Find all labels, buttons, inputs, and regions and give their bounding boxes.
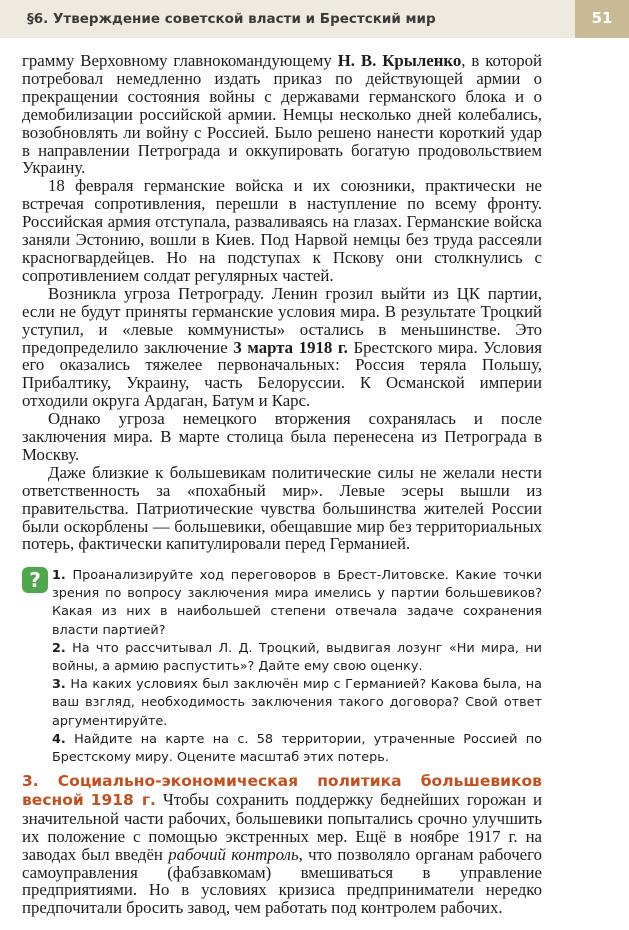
section-paragraph: 3. Социально-экономическая политика большевиков весной 1918 г. Чтобы сохранить поддержку беднейших горожан и значительной части рабочих, большевики попытались срочно улучшить их положение с помощью экстренных мер. Ещё в ноябре 1917 г. на заводах был введён рабочий контроль, что позволяло органам рабочего самоуправления (фабзавкомам) вмешиваться в управление предприятиями. Но в условиях кризиса предприниматели нередко предпочитали бросить завод, чем работать под контролем рабочих. [22, 772, 543, 918]
paragraph-3: Возникла угроза Петрограду. Ленин грозил выйти из ЦК партии, если не будут приняты германские условия мира. В результате Троцкий уступил, и «левые коммунисты» остались в меньшинстве. Это предопределило заключение 3 марта 1918 г. Брестского мира. Условия его оказались тяжелее первоначальных: Россия теряла Польшу, Прибалтику, Украину, часть Белоруссии. К Османской империи отходили округа Ардаган, Батум и Карс. [22, 283, 543, 411]
paragraph-4: Однако угроза немецкого вторжения сохранялась и после заключения мира. В марте столица была перенесена из Петрограда в Москву. [22, 409, 542, 464]
paragraph-5: Даже близкие к большевикам политические силы не желали нести ответственность за «похабный мир». Левые эсеры вышли из правительства. Патриотические чувства большинства жителей России были оскорблены — большевики, обещавшие мир без территориальных потерь, фактически капитулировали перед Германией. [22, 462, 542, 554]
questions-block [52, 567, 542, 767]
question-1: 1. Проанализируйте ход переговоров в Брест-Литовске. Какие точки зрения по вопросу заключения мира имелись у партии большевиков? Какая из них в наибольшей степени отвечала задаче сохранения власти партией? [52, 568, 542, 638]
section-heading-year: 1918 г. [90, 790, 156, 809]
paragraph-1: грамму Верховному главнокомандующему Н. В. Крыленко, в которой потребовал немедленно издать приказ по действующей армии о прекращении состояния войны с державами германского блока и о демобилизации российской армии. Немцы несколько дней колебались, возобновлять ли войну с Россией. Было решено нанести короткий удар в направлении Петрограда и оккупировать богатую продовольствием Украину. [22, 51, 542, 178]
question-3: 3. На каких условиях был заключён мир с Германией? Какова была, на ваш взгляд, необходимость заключения такого договора? Свой ответ аргументируйте. [52, 677, 542, 729]
paragraph-2: 18 февраля германские войска и их союзники, практически не встречая сопротивления, перешли в наступление по всему фронту. Российская армия отступала, разваливаясь на глазах. Германские войска заняли Эстонию, вошли в Киев. Под Нарвой немцы без труда рассеяли красногвардейцев. Но на подступах к Пскову они столкнулись с сопротивлением солдат регулярных частей. [22, 176, 542, 285]
question-2: 2. На что рассчитывал Л. Д. Троцкий, выдвигая лозунг «Ни мира, ни войны, а армию распустить»? Дайте ему свою оценку. [52, 640, 542, 675]
section-3 [22, 772, 542, 917]
bold-date: 3 марта 1918 г. [233, 337, 348, 357]
main-text [22, 52, 542, 553]
question-4: 4. Найдите на карте на с. 58 территории, утраченные Россией по Брестскому миру. Оцените масштаб этих потерь. [52, 731, 542, 766]
question-icon: ? [22, 567, 48, 593]
italic-term: рабочий контроль [168, 844, 299, 864]
section-heading: 3. Социально-экономическая политика большевиков весной [22, 772, 542, 809]
page-header [0, 0, 629, 38]
page-number: 51 [591, 9, 613, 27]
bold-name: Н. В. Крыленко [337, 51, 462, 70]
section-title: §6. Утверждение советской власти и Брестский мир [27, 11, 436, 27]
page-number-tab [575, 0, 629, 38]
